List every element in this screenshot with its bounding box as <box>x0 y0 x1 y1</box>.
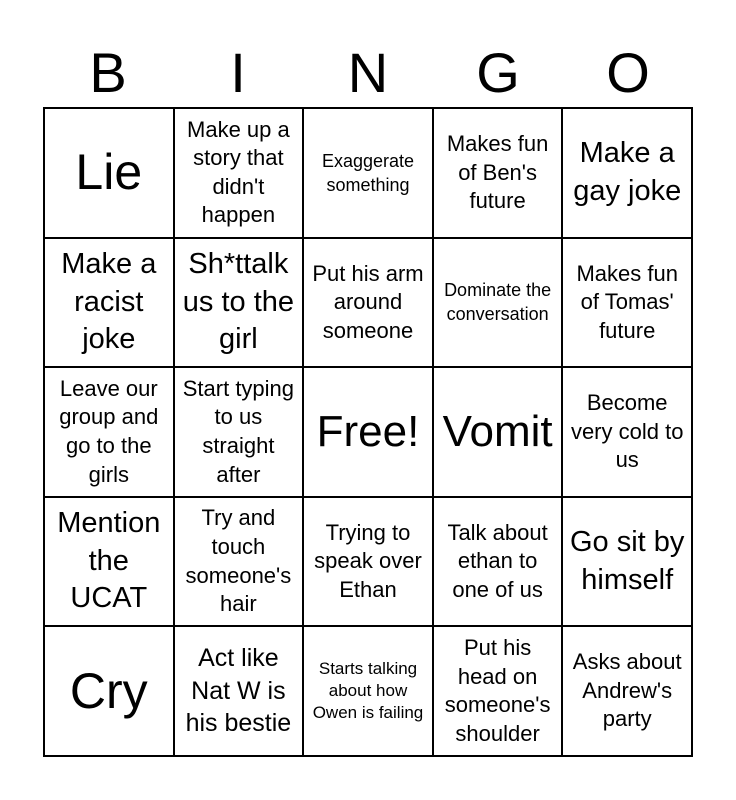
bingo-cell-r4c4[interactable] <box>433 497 563 627</box>
bingo-cell-r2c3[interactable] <box>303 238 433 368</box>
bingo-cell-text: Trying to speak over Ethan <box>314 519 422 602</box>
bingo-cell-text: Mention the UCAT <box>57 507 161 615</box>
bingo-cell-text: Exaggerate something <box>321 150 415 195</box>
bingo-cell-text: Start typing to us straight after <box>182 375 295 487</box>
bingo-cell-r5c4[interactable] <box>433 626 563 756</box>
bingo-board <box>43 107 693 757</box>
bingo-cell-text: Make up a story that didn't happen <box>187 116 290 228</box>
bingo-cell-text: Starts talking about how Owen is failing <box>312 659 424 723</box>
header-letter-g: G <box>476 41 520 104</box>
bingo-cell-text: Dominate the conversation <box>444 280 552 325</box>
bingo-cell-r3c2[interactable] <box>174 367 304 497</box>
header-letter-o: O <box>606 41 650 104</box>
bingo-cell-text: Sh*ttalk us to the girl <box>182 247 295 356</box>
bingo-cell-r4c1[interactable] <box>44 497 174 627</box>
bingo-cell-text: Put his head on someone's shoulder <box>444 635 551 746</box>
bingo-cell-r1c2[interactable] <box>174 108 304 238</box>
bingo-cell-text: Leave our group and go to the girls <box>59 375 159 487</box>
bingo-cell-text: Asks about Andrew's party <box>572 649 682 732</box>
bingo-cell-r3c1[interactable] <box>44 367 174 497</box>
bingo-cell-r1c1[interactable] <box>44 108 174 238</box>
bingo-cell-r3c4[interactable] <box>433 367 563 497</box>
bingo-cell-r4c3[interactable] <box>303 497 433 627</box>
bingo-cell-r2c1[interactable] <box>44 238 174 368</box>
bingo-cell-free[interactable] <box>303 367 433 497</box>
header-letter-n: N <box>347 41 389 104</box>
bingo-cell-text: Lie <box>75 144 143 201</box>
bingo-cell-text: Become very cold to us <box>570 390 684 473</box>
bingo-cell-r2c2[interactable] <box>174 238 304 368</box>
bingo-cell-text: Make a gay joke <box>573 137 682 207</box>
bingo-cell-r4c2[interactable] <box>174 497 304 627</box>
bingo-cell-text: Makes fun of Ben's future <box>446 130 549 214</box>
bingo-cell-text: Go sit by himself <box>569 525 685 596</box>
bingo-cell-r5c3[interactable] <box>303 626 433 756</box>
bingo-cell-r5c5[interactable] <box>562 626 692 756</box>
bingo-cell-text: Try and touch someone's hair <box>185 505 292 617</box>
bingo-cell-r5c2[interactable] <box>174 626 304 756</box>
bingo-cell-text: Make a racist joke <box>61 247 157 356</box>
bingo-cell-r1c3[interactable] <box>303 108 433 238</box>
bingo-cell-text: Free! <box>316 406 420 456</box>
bingo-cell-r2c5[interactable] <box>562 238 692 368</box>
bingo-cell-text: Act like Nat W is his bestie <box>185 644 292 738</box>
bingo-cell-text: Talk about ethan to one of us <box>447 519 548 602</box>
bingo-cell-r2c4[interactable] <box>433 238 563 368</box>
bingo-cell-r3c5[interactable] <box>562 367 692 497</box>
header-letter-i: I <box>230 41 246 104</box>
bingo-cell-text: Makes fun of Tomas' future <box>576 260 678 343</box>
bingo-cell-r1c5[interactable] <box>562 108 692 238</box>
bingo-cell-text: Put his arm around someone <box>312 260 424 343</box>
bingo-header <box>43 38 693 108</box>
bingo-cell-r5c1[interactable] <box>44 626 174 756</box>
header-letter-b: B <box>89 41 127 104</box>
bingo-cell-text: Cry <box>69 662 148 719</box>
bingo-cell-r1c4[interactable] <box>433 108 563 238</box>
bingo-cell-r4c5[interactable] <box>562 497 692 627</box>
bingo-cell-text: Vomit <box>442 406 553 456</box>
